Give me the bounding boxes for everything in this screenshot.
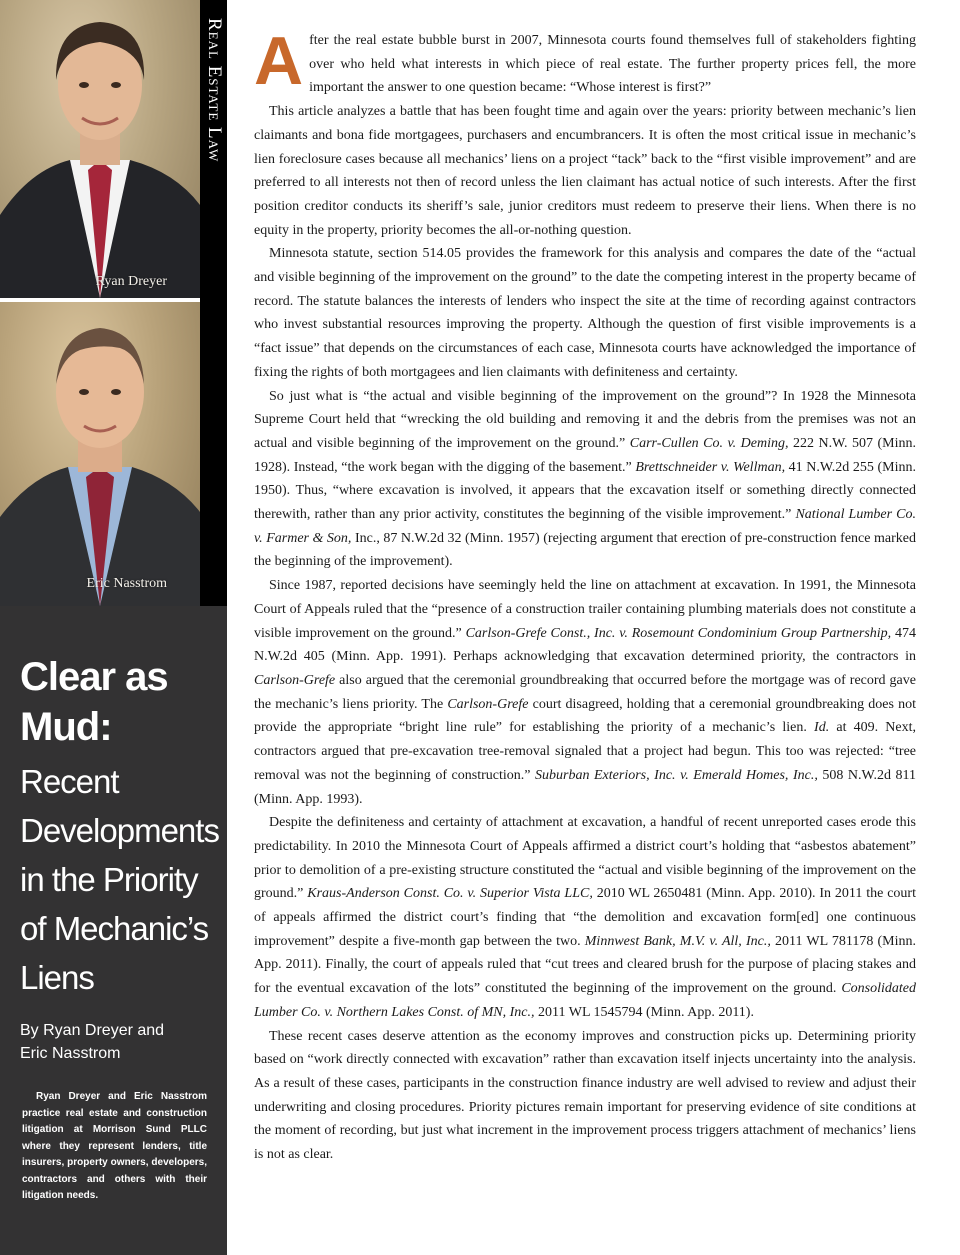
article-paragraph-3: Minnesota statute, section 514.05 provides the framework for this analysis and compares the date of the “actual and visible beginning of the improvement on the ground” to the date the competing interest in the property became of record. The statute balances the interests of lenders who inspect the site at the time of recording against contractors who invest substantial resources improving the property. Although the question of first visible improvements is a “fact issue” that depends on the circumstances of each case, Minnesota courts have acknowledged the importance of fixing the rights of both mortgagees and lien claimants with definiteness and certainty. <box>254 246 916 380</box>
department-strip <box>200 300 227 606</box>
p4-text-d: Inc., 87 N.W.2d 32 (Minn. 1957) (rejecting argument that erection of pre-construction fence marked the beginning of the improvement). <box>254 530 916 570</box>
portrait-illustration-1 <box>0 0 200 298</box>
p6-text-d: 2011 WL 1545794 (Minn. App. 2011). <box>534 1004 754 1020</box>
title-line-2: Mud: <box>20 705 112 749</box>
p5-text-c: also argued that the ceremonial groundbreaking that occurred before the mortgage was of record gave the mechanic’s liens priority. The <box>254 672 916 712</box>
author-photo-ryan-dreyer <box>0 0 200 298</box>
article-paragraph-2: This article analyzes a battle that has been fought time and again over the years: priority between mechanic’s lien claimants and bona fide mortgagees, purchasers and encumbrancers. It is often the most critical issue in mechanic’s lien foreclosure cases because all mechanics’ liens on a project “tack” back to the “first visible improvement” and are preferred to all interests not then of record unless the lien claimant has actual notice of such interests. After the first position creditor conducts its sheriff’s sale, junior creditors must redeem to preserve their liens. When there is no equity in the property, priority becomes the all-or-nothing question. <box>254 104 916 238</box>
byline-line-1: By Ryan Dreyer and <box>20 1022 165 1039</box>
article-paragraph-4 <box>254 385 916 575</box>
subtitle-line-4: of Mechanic’s <box>20 910 209 947</box>
article-paragraph-1 <box>254 23 916 100</box>
drop-cap: A <box>254 23 304 99</box>
p4-text-a: So just what is “the actual and visible beginning of the improvement on the ground”? In 1928 the Minnesota Supreme Court held that “wrecking the old building and removing it and the debris from the premises was not an actual and visible beginning of the improvement on the ground.” <box>254 388 916 451</box>
p5-text-a: Since 1987, reported decisions have seemingly held the line on attachment at excavation. In 1991, the Minnesota Court of Appeals ruled that the “presence of a construction trailer containing plumbing materials does not constitute a visible improvement on the ground.” <box>254 578 916 641</box>
case-citation: Carlson-Grefe Const., Inc. v. Rosemount Condominium Group Partnership, <box>465 625 892 641</box>
photo-caption-1: Ryan Dreyer <box>95 274 167 289</box>
p4-text-c: 41 N.W.2d 255 (Minn. 1950). Thus, “where excavation is involved, it appears that the excavation itself or something directly connected therewith, rather than any prior activity, constitutes the beginning of the visible improvement.” <box>254 459 917 523</box>
id-citation: Id. <box>814 720 830 736</box>
p6-text-a: Despite the definiteness and certainty of attachment at excavation, a handful of recent unreported cases erode this predictability. In 2010 the Minnesota Court of Appeals affirmed a district court’s holding that “asbestos abatement” prior to demolition of a pre-existing structure constituted the “actual and visible beginning of the improvement on the ground.” <box>254 815 916 902</box>
subtitle-line-5: Liens <box>20 959 94 996</box>
article-paragraph-7: These recent cases deserve attention as the economy improves and construction picks up. Determining priority based on “work directly connected with excavation” rather than excavation itself injects uncertainty into the analysis. As a result of these cases, participants in the construction finance industry are well advised to review and adjust their underwriting and closing procedures. Priority pictures remain important for preserving evidence of site conditions at the moment of recording, but just what increment in the improvement process triggers attachment of mechanics’ liens is not as clear. <box>254 1028 916 1163</box>
p5-text-b: 474 N.W.2d 405 (Minn. App. 1991). Perhaps acknowledging that excavation determined priority, the contractors in <box>254 625 917 665</box>
department-label-text: Real Estate Law <box>204 18 225 163</box>
article-subtitle <box>20 757 225 1002</box>
article-paragraph-5 <box>254 574 916 811</box>
portrait-illustration-2 <box>0 302 200 606</box>
article-body <box>254 23 917 1167</box>
article-paragraph-6 <box>254 811 916 1024</box>
byline-line-2: Eric Nasstrom <box>20 1045 121 1062</box>
case-citation: Carlson-Grefe <box>254 672 336 688</box>
case-citation: Brettschneider v. Wellman, <box>635 459 786 475</box>
p6-text-c: 2011 WL 781178 (Minn. App. 2011). Finally, the court of appeals ruled that “cut trees and cleared brush for the purpose of placing stakes and for the eventual excavation of the lots” constituted the beginning of the improvement on the ground. <box>254 933 916 997</box>
department-label <box>200 0 227 300</box>
case-citation: National Lumber Co. v. Farmer & Son, <box>254 507 916 546</box>
photo-caption-2: Eric Nasstrom <box>86 576 167 591</box>
article-title-bold <box>20 652 220 752</box>
case-citation: Carr-Cullen Co. v. Deming, <box>629 435 789 451</box>
case-citation: Carlson-Grefe <box>447 696 529 712</box>
author-bio: Ryan Dreyer and Eric Nasstrom practice real estate and construction litigation at Morrison Sund PLLC where they represent lenders, title insurers, property owners, developers, contractors and others with their litigation needs. <box>22 1091 207 1201</box>
p6-text-b: 2010 WL 2650481 (Minn. App. 2010). In 2011 the court of appeals affirmed the district court’s finding that “the demolition and excavation form[ed] one continuous improvement” despite a five-month gap between the two. <box>254 886 916 949</box>
author-photo-eric-nasstrom <box>0 302 200 606</box>
subtitle-line-3: in the Priority <box>20 861 198 898</box>
case-citation: Suburban Exteriors, Inc. v. Emerald Homes, Inc., <box>535 767 818 783</box>
byline <box>20 1019 220 1065</box>
left-sidebar <box>0 0 227 1255</box>
paragraph-1-text: fter the real estate bubble burst in 2007, Minnesota courts found themselves full of stakeholders fighting over who held what interests in which piece of real estate. The further property prices fell, the more important the answer to one question became: “Whose interest is first?” <box>309 33 916 96</box>
p4-text-b: 222 N.W. 507 (Minn. 1928). Instead, “the work began with the digging of the basement.” <box>254 435 916 475</box>
title-line-1: Clear as <box>20 655 168 699</box>
case-citation: Consolidated Lumber Co. v. Northern Lakes Const. of MN, Inc., <box>254 981 916 1020</box>
subtitle-line-1: Recent <box>20 763 119 800</box>
p5-text-e: at 409. Next, contractors argued that pre-excavation tree-removal signaled that a project had begun. This too was rejected: “tree removal was not the beginning of construction.” <box>254 720 916 783</box>
subtitle-line-2: Developments <box>20 812 219 849</box>
case-citation: Kraus-Anderson Const. Co. v. Superior Vista LLC, <box>307 886 593 902</box>
p5-text-d: court disagreed, holding that a ceremonial groundbreaking does not provide the appropriate “bright line rule” for establishing the priority of a mechanic’s lien. <box>254 696 916 736</box>
case-citation: Minnwest Bank, M.V. v. All, Inc., <box>584 933 771 949</box>
p5-text-f: 508 N.W.2d 811 (Minn. App. 1993). <box>254 767 916 807</box>
